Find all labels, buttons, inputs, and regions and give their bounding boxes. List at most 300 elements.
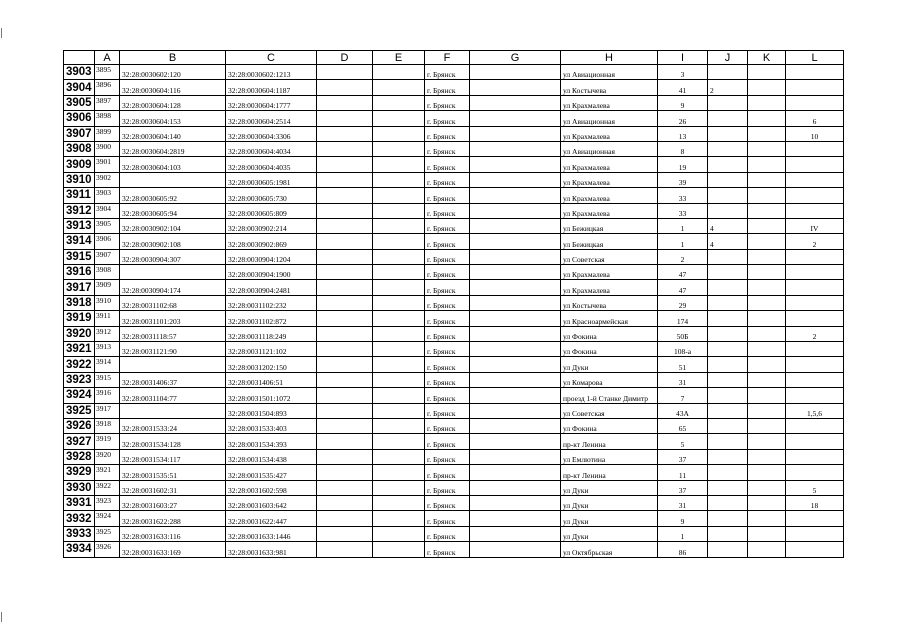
row-number[interactable]: 3933: [64, 526, 95, 541]
cell-h[interactable]: проезд 1-й Станке Димитр: [561, 388, 658, 403]
cell-i[interactable]: 11: [658, 465, 708, 480]
cell-l[interactable]: [786, 418, 844, 433]
cell-d[interactable]: [317, 449, 373, 464]
cell-b[interactable]: 32:28:0031121:90: [120, 342, 226, 357]
cell-d[interactable]: [317, 311, 373, 326]
cell-j[interactable]: [708, 295, 748, 310]
cell-d[interactable]: [317, 249, 373, 264]
cell-k[interactable]: [748, 388, 786, 403]
cell-k[interactable]: [748, 80, 786, 95]
cell-c[interactable]: 32:28:0030605:809: [226, 203, 317, 218]
cell-h[interactable]: пр-кт Ленина: [561, 434, 658, 449]
cell-e[interactable]: [373, 418, 425, 433]
column-header[interactable]: I: [658, 51, 708, 65]
cell-l[interactable]: 1,5,6: [786, 403, 844, 418]
cell-f[interactable]: г. Брянск: [425, 157, 470, 172]
cell-h[interactable]: ул Бежицкая: [561, 218, 658, 233]
cell-f[interactable]: г. Брянск: [425, 203, 470, 218]
cell-h[interactable]: ул Крахмалева: [561, 157, 658, 172]
cell-i[interactable]: 41: [658, 80, 708, 95]
cell-d[interactable]: [317, 372, 373, 387]
column-header[interactable]: C: [226, 51, 317, 65]
cell-a[interactable]: 3897: [95, 95, 120, 110]
cell-b[interactable]: 32:28:0031533:24: [120, 418, 226, 433]
cell-d[interactable]: [317, 403, 373, 418]
cell-i[interactable]: 37: [658, 480, 708, 495]
cell-i[interactable]: 33: [658, 188, 708, 203]
cell-d[interactable]: [317, 434, 373, 449]
cell-i[interactable]: 8: [658, 141, 708, 156]
row-number[interactable]: 3921: [64, 342, 95, 357]
cell-h[interactable]: ул Авиационная: [561, 65, 658, 80]
cell-h[interactable]: ул Красноармейская: [561, 311, 658, 326]
cell-j[interactable]: [708, 157, 748, 172]
cell-h[interactable]: ул Крахмалева: [561, 95, 658, 110]
cell-k[interactable]: [748, 111, 786, 126]
cell-l[interactable]: [786, 172, 844, 187]
cell-k[interactable]: [748, 480, 786, 495]
cell-j[interactable]: [708, 542, 748, 557]
cell-k[interactable]: [748, 326, 786, 341]
cell-l[interactable]: IV: [786, 218, 844, 233]
cell-l[interactable]: [786, 449, 844, 464]
cell-e[interactable]: [373, 342, 425, 357]
cell-e[interactable]: [373, 157, 425, 172]
cell-f[interactable]: г. Брянск: [425, 141, 470, 156]
cell-b[interactable]: 32:28:0031603:27: [120, 495, 226, 510]
column-header[interactable]: F: [425, 51, 470, 65]
cell-j[interactable]: 2: [708, 80, 748, 95]
cell-k[interactable]: [748, 542, 786, 557]
cell-b[interactable]: 32:28:0031633:116: [120, 526, 226, 541]
cell-f[interactable]: г. Брянск: [425, 372, 470, 387]
cell-j[interactable]: [708, 65, 748, 80]
cell-j[interactable]: [708, 434, 748, 449]
cell-i[interactable]: 51: [658, 357, 708, 372]
cell-i[interactable]: 33: [658, 203, 708, 218]
cell-e[interactable]: [373, 249, 425, 264]
cell-i[interactable]: 3: [658, 65, 708, 80]
cell-a[interactable]: 3913: [95, 342, 120, 357]
cell-e[interactable]: [373, 526, 425, 541]
cell-f[interactable]: г. Брянск: [425, 311, 470, 326]
row-number[interactable]: 3911: [64, 188, 95, 203]
cell-a[interactable]: 3917: [95, 403, 120, 418]
cell-j[interactable]: [708, 357, 748, 372]
cell-a[interactable]: 3908: [95, 265, 120, 280]
cell-d[interactable]: [317, 542, 373, 557]
cell-a[interactable]: 3899: [95, 126, 120, 141]
cell-b[interactable]: 32:28:0031102:68: [120, 295, 226, 310]
cell-g[interactable]: [470, 265, 561, 280]
cell-k[interactable]: [748, 372, 786, 387]
cell-b[interactable]: 32:28:0030605:92: [120, 188, 226, 203]
cell-i[interactable]: 31: [658, 495, 708, 510]
cell-k[interactable]: [748, 465, 786, 480]
cell-h[interactable]: ул Советская: [561, 249, 658, 264]
column-header[interactable]: E: [373, 51, 425, 65]
cell-k[interactable]: [748, 342, 786, 357]
cell-c[interactable]: 32:28:0031633:1446: [226, 526, 317, 541]
cell-e[interactable]: [373, 111, 425, 126]
cell-h[interactable]: ул Комарова: [561, 372, 658, 387]
cell-c[interactable]: 32:28:0030604:2514: [226, 111, 317, 126]
cell-f[interactable]: г. Брянск: [425, 280, 470, 295]
row-number[interactable]: 3928: [64, 449, 95, 464]
cell-l[interactable]: [786, 157, 844, 172]
cell-b[interactable]: 32:28:0031622:288: [120, 511, 226, 526]
cell-i[interactable]: 43А: [658, 403, 708, 418]
cell-e[interactable]: [373, 295, 425, 310]
cell-c[interactable]: 32:28:0031102:232: [226, 295, 317, 310]
cell-c[interactable]: 32:28:0030902:214: [226, 218, 317, 233]
cell-c[interactable]: 32:28:0031633:981: [226, 542, 317, 557]
cell-l[interactable]: [786, 249, 844, 264]
cell-j[interactable]: 4: [708, 218, 748, 233]
cell-b[interactable]: [120, 403, 226, 418]
cell-c[interactable]: 32:28:0030604:4035: [226, 157, 317, 172]
cell-h[interactable]: ул Крахмалева: [561, 203, 658, 218]
cell-g[interactable]: [470, 111, 561, 126]
cell-j[interactable]: 4: [708, 234, 748, 249]
cell-e[interactable]: [373, 449, 425, 464]
cell-d[interactable]: [317, 111, 373, 126]
cell-h[interactable]: ул Дуки: [561, 357, 658, 372]
cell-g[interactable]: [470, 511, 561, 526]
cell-j[interactable]: [708, 126, 748, 141]
cell-c[interactable]: 32:28:0030902:869: [226, 234, 317, 249]
cell-g[interactable]: [470, 418, 561, 433]
row-number[interactable]: 3909: [64, 157, 95, 172]
cell-c[interactable]: 32:28:0031622:447: [226, 511, 317, 526]
cell-i[interactable]: 9: [658, 511, 708, 526]
cell-c[interactable]: 32:28:0030604:1777: [226, 95, 317, 110]
cell-e[interactable]: [373, 326, 425, 341]
cell-l[interactable]: [786, 465, 844, 480]
cell-d[interactable]: [317, 265, 373, 280]
cell-f[interactable]: г. Брянск: [425, 80, 470, 95]
cell-g[interactable]: [470, 434, 561, 449]
row-number[interactable]: 3917: [64, 280, 95, 295]
cell-h[interactable]: ул Авиационная: [561, 111, 658, 126]
cell-e[interactable]: [373, 188, 425, 203]
cell-a[interactable]: 3904: [95, 203, 120, 218]
cell-d[interactable]: [317, 157, 373, 172]
cell-j[interactable]: [708, 511, 748, 526]
cell-a[interactable]: 3905: [95, 218, 120, 233]
row-number[interactable]: 3905: [64, 95, 95, 110]
column-header[interactable]: L: [786, 51, 844, 65]
cell-h[interactable]: ул Крахмалева: [561, 126, 658, 141]
cell-k[interactable]: [748, 449, 786, 464]
cell-b[interactable]: 32:28:0031633:169: [120, 542, 226, 557]
cell-h[interactable]: ул Крахмалева: [561, 188, 658, 203]
cell-b[interactable]: 32:28:0030604:153: [120, 111, 226, 126]
cell-b[interactable]: 32:28:0030902:104: [120, 218, 226, 233]
cell-l[interactable]: [786, 311, 844, 326]
cell-d[interactable]: [317, 80, 373, 95]
cell-j[interactable]: [708, 249, 748, 264]
cell-g[interactable]: [470, 80, 561, 95]
row-number[interactable]: 3912: [64, 203, 95, 218]
cell-c[interactable]: 32:28:0030605:1981: [226, 172, 317, 187]
cell-l[interactable]: 18: [786, 495, 844, 510]
cell-l[interactable]: [786, 372, 844, 387]
cell-i[interactable]: 86: [658, 542, 708, 557]
cell-g[interactable]: [470, 249, 561, 264]
cell-f[interactable]: г. Брянск: [425, 188, 470, 203]
cell-f[interactable]: г. Брянск: [425, 480, 470, 495]
cell-i[interactable]: 37: [658, 449, 708, 464]
cell-i[interactable]: 2: [658, 249, 708, 264]
cell-j[interactable]: [708, 172, 748, 187]
cell-d[interactable]: [317, 280, 373, 295]
cell-a[interactable]: 3895: [95, 65, 120, 80]
cell-c[interactable]: 32:28:0030904:1900: [226, 265, 317, 280]
cell-i[interactable]: 174: [658, 311, 708, 326]
cell-j[interactable]: [708, 342, 748, 357]
cell-g[interactable]: [470, 234, 561, 249]
cell-a[interactable]: 3901: [95, 157, 120, 172]
cell-l[interactable]: [786, 434, 844, 449]
cell-g[interactable]: [470, 449, 561, 464]
cell-f[interactable]: г. Брянск: [425, 388, 470, 403]
cell-c[interactable]: 32:28:0030604:3306: [226, 126, 317, 141]
cell-c[interactable]: 32:28:0031533:403: [226, 418, 317, 433]
cell-b[interactable]: 32:28:0031101:203: [120, 311, 226, 326]
cell-b[interactable]: 32:28:0030604:103: [120, 157, 226, 172]
cell-c[interactable]: 32:28:0030605:730: [226, 188, 317, 203]
row-number[interactable]: 3922: [64, 357, 95, 372]
cell-l[interactable]: [786, 95, 844, 110]
cell-c[interactable]: 32:28:0031202:150: [226, 357, 317, 372]
cell-a[interactable]: 3896: [95, 80, 120, 95]
column-header[interactable]: J: [708, 51, 748, 65]
cell-k[interactable]: [748, 95, 786, 110]
cell-d[interactable]: [317, 172, 373, 187]
cell-d[interactable]: [317, 495, 373, 510]
cell-l[interactable]: 2: [786, 326, 844, 341]
cell-l[interactable]: [786, 141, 844, 156]
cell-l[interactable]: 2: [786, 234, 844, 249]
row-number[interactable]: 3903: [64, 65, 95, 80]
cell-k[interactable]: [748, 280, 786, 295]
cell-e[interactable]: [373, 311, 425, 326]
cell-c[interactable]: 32:28:0031406:51: [226, 372, 317, 387]
row-number[interactable]: 3919: [64, 311, 95, 326]
cell-e[interactable]: [373, 511, 425, 526]
cell-g[interactable]: [470, 372, 561, 387]
cell-h[interactable]: ул Фокина: [561, 418, 658, 433]
cell-d[interactable]: [317, 126, 373, 141]
cell-j[interactable]: [708, 141, 748, 156]
cell-l[interactable]: [786, 80, 844, 95]
column-header[interactable]: G: [470, 51, 561, 65]
cell-j[interactable]: [708, 95, 748, 110]
cell-i[interactable]: 13: [658, 126, 708, 141]
cell-j[interactable]: [708, 480, 748, 495]
cell-b[interactable]: 32:28:0030604:128: [120, 95, 226, 110]
cell-d[interactable]: [317, 526, 373, 541]
cell-f[interactable]: г. Брянск: [425, 542, 470, 557]
cell-c[interactable]: 32:28:0031534:393: [226, 434, 317, 449]
cell-e[interactable]: [373, 203, 425, 218]
cell-j[interactable]: [708, 418, 748, 433]
cell-f[interactable]: г. Брянск: [425, 449, 470, 464]
cell-i[interactable]: 1: [658, 234, 708, 249]
cell-a[interactable]: 3921: [95, 465, 120, 480]
cell-i[interactable]: 1: [658, 526, 708, 541]
cell-e[interactable]: [373, 480, 425, 495]
cell-g[interactable]: [470, 326, 561, 341]
cell-h[interactable]: ул Советская: [561, 403, 658, 418]
row-number[interactable]: 3916: [64, 265, 95, 280]
cell-i[interactable]: 9: [658, 95, 708, 110]
cell-e[interactable]: [373, 172, 425, 187]
cell-a[interactable]: 3907: [95, 249, 120, 264]
cell-c[interactable]: 32:28:0031603:642: [226, 495, 317, 510]
cell-f[interactable]: г. Брянск: [425, 65, 470, 80]
cell-e[interactable]: [373, 280, 425, 295]
cell-j[interactable]: [708, 526, 748, 541]
corner-cell[interactable]: [64, 51, 95, 65]
row-number[interactable]: 3927: [64, 434, 95, 449]
cell-h[interactable]: ул Крахмалева: [561, 172, 658, 187]
cell-i[interactable]: 7: [658, 388, 708, 403]
cell-k[interactable]: [748, 434, 786, 449]
row-number[interactable]: 3926: [64, 418, 95, 433]
cell-l[interactable]: 5: [786, 480, 844, 495]
cell-f[interactable]: г. Брянск: [425, 95, 470, 110]
cell-j[interactable]: [708, 280, 748, 295]
cell-f[interactable]: г. Брянск: [425, 418, 470, 433]
cell-a[interactable]: 3914: [95, 357, 120, 372]
row-number[interactable]: 3930: [64, 480, 95, 495]
cell-i[interactable]: 26: [658, 111, 708, 126]
column-header[interactable]: B: [120, 51, 226, 65]
cell-h[interactable]: ул Авиационная: [561, 141, 658, 156]
cell-d[interactable]: [317, 95, 373, 110]
cell-l[interactable]: [786, 265, 844, 280]
cell-f[interactable]: г. Брянск: [425, 434, 470, 449]
cell-a[interactable]: 3903: [95, 188, 120, 203]
cell-d[interactable]: [317, 388, 373, 403]
cell-j[interactable]: [708, 203, 748, 218]
cell-k[interactable]: [748, 203, 786, 218]
cell-a[interactable]: 3916: [95, 388, 120, 403]
cell-d[interactable]: [317, 234, 373, 249]
cell-g[interactable]: [470, 342, 561, 357]
row-number[interactable]: 3904: [64, 80, 95, 95]
cell-d[interactable]: [317, 295, 373, 310]
cell-k[interactable]: [748, 126, 786, 141]
cell-g[interactable]: [470, 542, 561, 557]
cell-c[interactable]: 32:28:0031535:427: [226, 465, 317, 480]
cell-k[interactable]: [748, 357, 786, 372]
cell-c[interactable]: 32:28:0031102:872: [226, 311, 317, 326]
cell-h[interactable]: ул Крахмалева: [561, 280, 658, 295]
row-number[interactable]: 3915: [64, 249, 95, 264]
cell-h[interactable]: ул Емлютина: [561, 449, 658, 464]
cell-k[interactable]: [748, 311, 786, 326]
cell-b[interactable]: 32:28:0030604:2819: [120, 141, 226, 156]
cell-l[interactable]: [786, 188, 844, 203]
cell-d[interactable]: [317, 418, 373, 433]
cell-g[interactable]: [470, 526, 561, 541]
cell-g[interactable]: [470, 465, 561, 480]
cell-g[interactable]: [470, 95, 561, 110]
cell-j[interactable]: [708, 495, 748, 510]
cell-j[interactable]: [708, 465, 748, 480]
row-number[interactable]: 3932: [64, 511, 95, 526]
cell-e[interactable]: [373, 65, 425, 80]
cell-i[interactable]: 1: [658, 218, 708, 233]
cell-a[interactable]: 3925: [95, 526, 120, 541]
cell-i[interactable]: 5: [658, 434, 708, 449]
cell-a[interactable]: 3926: [95, 542, 120, 557]
cell-h[interactable]: ул Бежицкая: [561, 234, 658, 249]
row-number[interactable]: 3923: [64, 372, 95, 387]
cell-k[interactable]: [748, 495, 786, 510]
column-header[interactable]: D: [317, 51, 373, 65]
cell-j[interactable]: [708, 188, 748, 203]
cell-e[interactable]: [373, 126, 425, 141]
cell-e[interactable]: [373, 265, 425, 280]
cell-c[interactable]: 32:28:0031501:1072: [226, 388, 317, 403]
row-number[interactable]: 3914: [64, 234, 95, 249]
cell-f[interactable]: г. Брянск: [425, 495, 470, 510]
cell-d[interactable]: [317, 188, 373, 203]
row-number[interactable]: 3918: [64, 295, 95, 310]
cell-f[interactable]: г. Брянск: [425, 326, 470, 341]
cell-k[interactable]: [748, 403, 786, 418]
cell-b[interactable]: [120, 172, 226, 187]
row-number[interactable]: 3924: [64, 388, 95, 403]
cell-e[interactable]: [373, 141, 425, 156]
cell-e[interactable]: [373, 95, 425, 110]
cell-a[interactable]: 3919: [95, 434, 120, 449]
cell-k[interactable]: [748, 249, 786, 264]
cell-b[interactable]: 32:28:0030604:116: [120, 80, 226, 95]
cell-g[interactable]: [470, 172, 561, 187]
cell-f[interactable]: г. Брянск: [425, 111, 470, 126]
cell-g[interactable]: [470, 157, 561, 172]
cell-e[interactable]: [373, 234, 425, 249]
cell-g[interactable]: [470, 280, 561, 295]
cell-f[interactable]: г. Брянск: [425, 249, 470, 264]
cell-b[interactable]: 32:28:0031602:31: [120, 480, 226, 495]
cell-l[interactable]: [786, 511, 844, 526]
cell-h[interactable]: пр-кт Ленина: [561, 465, 658, 480]
cell-j[interactable]: [708, 265, 748, 280]
cell-f[interactable]: г. Брянск: [425, 172, 470, 187]
cell-j[interactable]: [708, 311, 748, 326]
cell-h[interactable]: ул Фокина: [561, 326, 658, 341]
cell-i[interactable]: 47: [658, 265, 708, 280]
cell-k[interactable]: [748, 295, 786, 310]
cell-d[interactable]: [317, 357, 373, 372]
cell-a[interactable]: 3902: [95, 172, 120, 187]
cell-a[interactable]: 3924: [95, 511, 120, 526]
cell-g[interactable]: [470, 480, 561, 495]
cell-b[interactable]: [120, 357, 226, 372]
cell-c[interactable]: 32:28:0030602:1213: [226, 65, 317, 80]
cell-h[interactable]: ул Фокина: [561, 342, 658, 357]
cell-j[interactable]: [708, 403, 748, 418]
cell-b[interactable]: 32:28:0030904:307: [120, 249, 226, 264]
cell-a[interactable]: 3906: [95, 234, 120, 249]
cell-e[interactable]: [373, 388, 425, 403]
